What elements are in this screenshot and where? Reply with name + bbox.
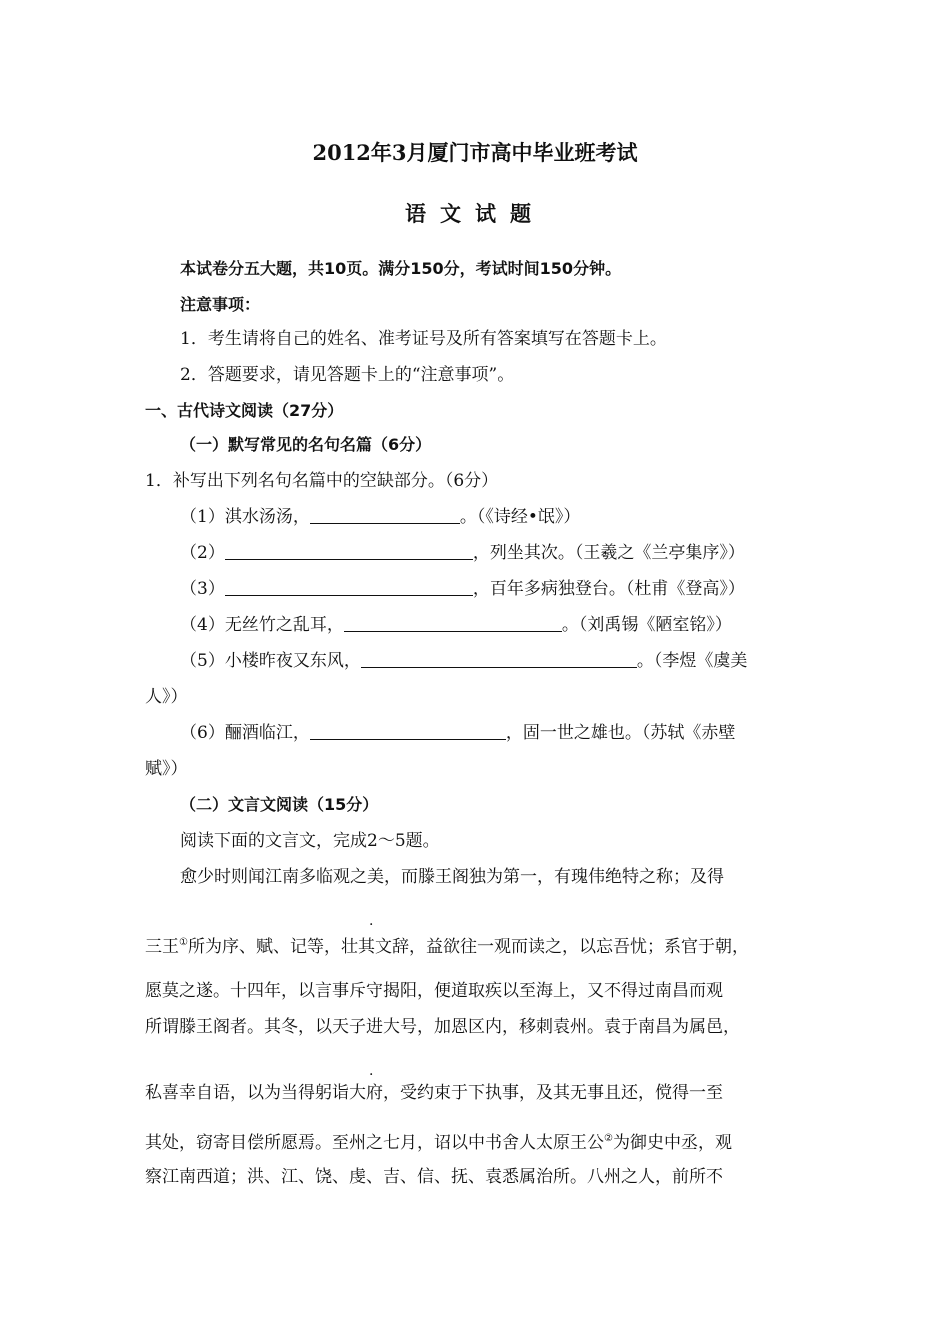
- fill-item-4: [180, 614, 732, 636]
- passage-line-4: 所谓滕王阁者。其冬，以天子进大号，加恩区内，移刺袁州。袁于南昌为属邑，: [145, 1017, 740, 1037]
- answer-blank[interactable]: [225, 579, 473, 596]
- answer-blank[interactable]: [225, 543, 473, 560]
- passage-line-2: [145, 932, 749, 958]
- emphasis-dot: ·: [369, 1067, 374, 1083]
- passage-line-7: 察江南西道；洪、江、饶、虔、吉、信、抚、袁悉属治所。八州之人，前所不: [145, 1167, 723, 1187]
- exam-summary: 本试卷分五大题，共10页。满分150分，考试时间150分钟。: [180, 259, 622, 278]
- fill-item-6: [180, 722, 735, 744]
- passage-line-6: [145, 1128, 732, 1154]
- passage-text: 所为序、赋、记等，壮其文辞，益欲往一观而读之，以忘吾忧；系官于朝，: [187, 937, 749, 957]
- fill-item-prefix: （2）: [180, 543, 225, 563]
- fill-item-suffix: 。（《诗经•氓》）: [459, 507, 581, 527]
- answer-blank[interactable]: [344, 615, 562, 632]
- question-1: 1．补写出下列名句名篇中的空缺部分。（6分）: [145, 471, 499, 491]
- exam-subtitle: 语文试题: [405, 201, 545, 226]
- fill-item-prefix: （5）小楼昨夜又东风，: [180, 651, 361, 671]
- notice-item-2: 2．答题要求，请见答题卡上的“注意事项”。: [180, 365, 515, 385]
- part2-instruction: 阅读下面的文言文，完成2～5题。: [180, 831, 440, 851]
- emphasis-dot: ·: [369, 917, 374, 933]
- passage-text: 三王: [145, 937, 179, 957]
- notice-heading: 注意事项：: [180, 295, 261, 314]
- answer-blank[interactable]: [361, 651, 637, 668]
- fill-item-2: [180, 542, 745, 564]
- footnote-marker-2: ②: [604, 1133, 613, 1144]
- passage-line-3: 愿莫之遂。十四年，以言事斥守揭阳，便道取疾以至海上，又不得过南昌而观: [145, 981, 723, 1001]
- part2-heading: （二）文言文阅读（15分）: [180, 795, 379, 814]
- passage-text: 其处，窃寄目偿所愿焉。至州之七月，诏以中书舍人太原王公: [145, 1133, 604, 1153]
- fill-item-suffix: ，百年多病独登台。（杜甫《登高》）: [472, 579, 745, 599]
- passage-line-5: 私喜幸自语，以为当得躬诣大府，受约束于下执事，及其无事且还，傥得一至: [145, 1083, 723, 1103]
- fill-item-5: [180, 650, 747, 672]
- exam-title: 2012年3月厦门市高中毕业班考试: [312, 140, 638, 165]
- fill-item-prefix: （4）无丝竹之乱耳，: [180, 615, 344, 635]
- fill-item-suffix: ，固一世之雄也。（苏轼《赤壁: [505, 723, 736, 743]
- fill-item-suffix: ，列坐其次。（王羲之《兰亭集序》）: [472, 543, 745, 563]
- fill-item-suffix: 。（李煜《虞美: [636, 651, 748, 671]
- fill-item-1: [180, 506, 580, 528]
- passage-line-1: 愈少时则闻江南多临观之美，而滕王阁独为第一，有瑰伟绝特之称；及得: [180, 867, 724, 887]
- passage-text: 为御史中丞，观: [612, 1133, 732, 1153]
- fill-item-5-continued: 人》）: [145, 687, 188, 707]
- notice-item-1: 1．考生请将自己的姓名、准考证号及所有答案填写在答题卡上。: [180, 329, 667, 349]
- fill-item-3: [180, 578, 745, 600]
- answer-blank[interactable]: [310, 507, 460, 524]
- fill-item-suffix: 。（刘禹锡《陋室铭》）: [561, 615, 732, 635]
- section1-heading: 一、古代诗文阅读（27分）: [145, 401, 344, 420]
- footnote-marker-1: ①: [179, 937, 188, 948]
- fill-item-6-continued: 赋》）: [145, 759, 188, 779]
- fill-item-prefix: （3）: [180, 579, 225, 599]
- part1-heading: （一）默写常见的名句名篇（6分）: [180, 435, 432, 454]
- fill-item-prefix: （1）淇水汤汤，: [180, 507, 310, 527]
- fill-item-prefix: （6）酾酒临江，: [180, 723, 310, 743]
- answer-blank[interactable]: [310, 723, 506, 740]
